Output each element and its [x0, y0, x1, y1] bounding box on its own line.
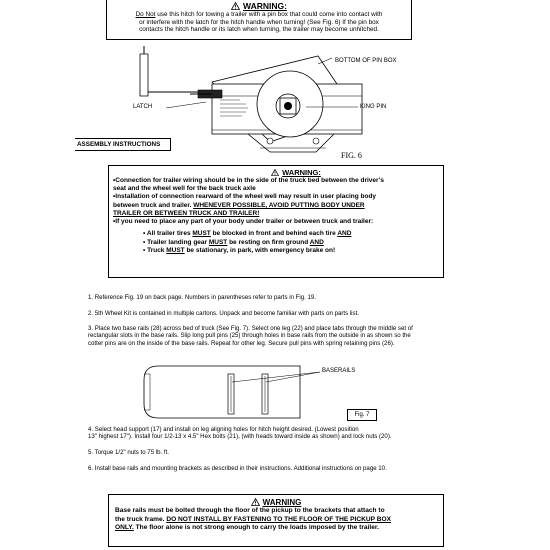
warning-bottom-emphasis: DO NOT INSTALL BY FASTENING TO THE FLOOR OF THE PICKUP BOX — [166, 515, 392, 523]
bullet-2-line-3: TRAILER OR BETWEEN TRUCK AND TRAILER! — [113, 209, 260, 217]
sub-text: • All trailer tires — [143, 230, 193, 238]
warning-title-bottom — [115, 498, 437, 507]
bullet-2-line-1: •Installation of connection rearward of the wheel well may result in user placing body — [113, 193, 377, 201]
warning-title-top — [111, 2, 407, 11]
fig7-caption-box — [347, 409, 377, 421]
do-not-emphasis: Do Not — [135, 11, 156, 18]
sub-text: be blocked in front and behind each tire — [210, 230, 338, 238]
warning-top-line-1 — [111, 11, 407, 19]
fig6-caption: FIG. 6 — [341, 151, 362, 160]
step-4 — [88, 426, 498, 441]
sub-must: MUST — [192, 230, 211, 238]
step-3-line-3: cotter pins are on the inside of the base rails. Repeat for other leg. Secure pull pins with spring retaining pins (26). — [88, 339, 395, 347]
warning-mid-sub-list — [143, 230, 439, 256]
warning-mid-bullet-3: •If you need to place any part of your body under trailer or between truck and trailer: — [113, 218, 374, 226]
warning-bottom-line-2 — [115, 516, 437, 525]
warning-box-top — [106, 0, 412, 40]
sub-item-truck — [143, 247, 439, 256]
warning-title-text: WARNING: — [243, 1, 287, 11]
warning-top-line-3: contacts the hitch handle or its latch when turning, the trailer may become unhitched. — [139, 26, 379, 34]
step-3-line-2: rectangular slots in the base rails. Slip long pull pins (25) through holes in base rails from the outside in as shown so the — [88, 332, 411, 340]
step-1: 1. Reference Fig. 19 on back page. Numbers in parentheses refer to parts in Fig. 19. — [88, 294, 316, 301]
fig6-label-pin-box: BOTTOM OF PIN BOX — [335, 58, 397, 64]
warning-bottom-line-1: Base rails must be bolted through the floor of the pickup to the brackets that attach to — [115, 507, 385, 514]
assembly-heading-text: ASSEMBLY INSTRUCTIONS — [77, 141, 161, 148]
warning-mid-bullet-1 — [113, 177, 439, 193]
step-3 — [88, 325, 498, 347]
warning-top-text: use this hitch for towing a trailer with a pin box that could come into contact with — [155, 11, 383, 18]
warning-bottom-text: the truck frame. — [115, 515, 167, 523]
sub-must: MUST — [208, 238, 228, 246]
warning-bottom-only: ONLY. — [115, 524, 134, 532]
sub-item-tires — [143, 230, 439, 239]
step-2: 2. 5th Wheel Kit is contained in multiple cartons. Unpack and become familiar with parts on parts list. — [88, 310, 359, 317]
bullet-2-emphasis: WHENEVER POSSIBLE, AVOID PUTTING BODY UNDER — [193, 201, 365, 209]
warning-title-middle — [153, 169, 439, 177]
warning-bottom-title-text: WARNING — [262, 498, 302, 507]
sub-text: • Trailer landing gear — [143, 238, 209, 246]
sub-and: AND — [337, 230, 352, 238]
warning-triangle-icon — [271, 169, 279, 176]
fig6-label-latch: LATCH — [133, 104, 153, 110]
warning-mid-title-text: WARNING: — [282, 168, 321, 177]
sub-must: MUST — [166, 247, 185, 255]
sub-and: AND — [309, 238, 324, 246]
bullet-2-line-2 — [113, 202, 439, 210]
sub-text: be stationary, in park, with emergency brake on! — [184, 247, 336, 255]
step-5: 5. Torque 1/2" nuts to 75 lb. ft. — [88, 449, 169, 456]
step-4-line-2: 13" highest 17"). Install four 1/2-13 x 4.5" Hex bolts (21), (with heads toward inside as shown) and lock nuts (20). — [88, 433, 392, 441]
warning-box-bottom — [108, 494, 444, 547]
warning-top-line-2: or interfere with the latch for the hitch handle when turning! (See Fig. 6) If the pin box — [139, 18, 379, 26]
assembly-instructions-heading — [75, 138, 171, 151]
warning-bottom-line-3 — [115, 524, 437, 533]
warning-triangle-icon — [231, 2, 240, 10]
warning-triangle-icon — [251, 498, 260, 506]
warning-box-middle — [108, 165, 444, 278]
sub-item-landing-gear — [143, 239, 439, 248]
fig7-label-baserails: BASERAILS — [322, 368, 356, 374]
step-3-line-1: 3. Place two base rails (28) across bed of truck (See Fig. 7). Select one leg (22) and place tabs through the middle set of — [88, 325, 413, 332]
warning-bottom-text: The floor alone is not strong enough to carry the loads imposed by the trailer. — [133, 524, 379, 532]
bullet-2-text: between truck and trailer. — [113, 201, 194, 209]
step-6: 6. Install base rails and mounting brackets as described in their instructions. Additional instructions on page 10. — [88, 465, 387, 472]
warning-mid-bullet-2 — [113, 193, 439, 218]
sub-text: be resting on firm ground — [227, 238, 310, 246]
bullet-1-line-1: •Connection for trailer wiring should be in the side of the truck bed between the driver’s — [113, 177, 384, 184]
fig6-label-king-pin: KING PIN — [360, 104, 387, 110]
step-4-line-1: 4. Select head support (17) and install on leg aligning holes for hitch height desired. (Lowest position — [88, 426, 359, 433]
fig7-caption: Fig. 7 — [354, 412, 370, 418]
bullet-1-line-2: seat and the wheel well for the back truck axle — [113, 185, 256, 193]
sub-text: • Truck — [143, 247, 167, 255]
